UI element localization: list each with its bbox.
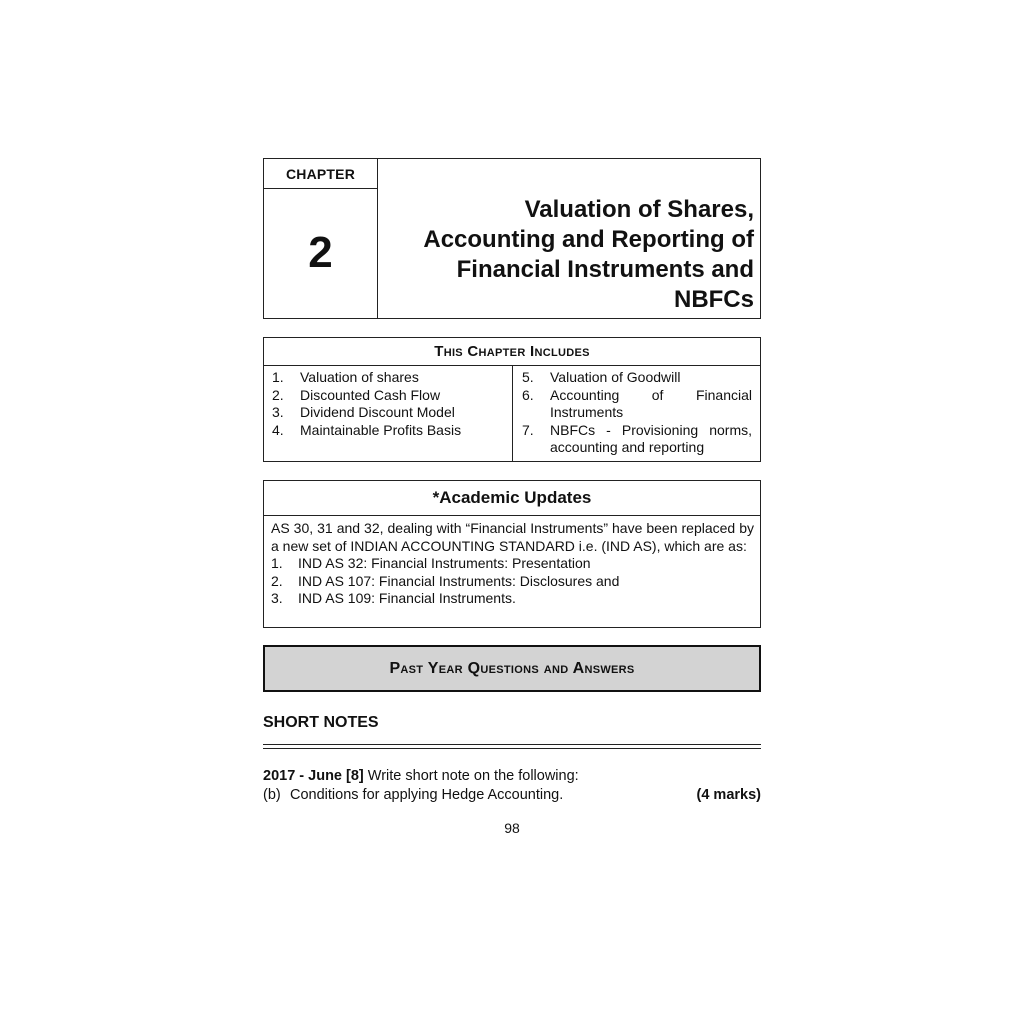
chapter-title-line: Valuation of Shares, — [524, 196, 754, 223]
list-number: 4. — [272, 421, 284, 438]
list-number: 2. — [271, 572, 283, 589]
question-ref: 2017 - June [8] — [263, 768, 364, 784]
chapter-number: 2 — [308, 228, 333, 277]
chapter-title — [384, 195, 754, 315]
includes-right-column — [513, 366, 760, 461]
question-prompt: Write short note on the following: — [363, 768, 579, 784]
past-year-banner — [263, 645, 761, 692]
list-text: NBFCs - Provisioning norms, accounting and reporting — [550, 421, 752, 455]
chapter-label: CHAPTER — [264, 159, 377, 189]
divider — [263, 744, 761, 745]
list-item — [272, 387, 506, 405]
list-number: 7. — [522, 421, 534, 438]
chapter-includes-heading-text: This Chapter Includes — [434, 343, 590, 360]
academic-updates-box — [263, 480, 761, 628]
list-number: 3. — [272, 404, 284, 420]
chapter-header — [263, 158, 761, 319]
list-item — [271, 573, 754, 591]
academic-updates-body — [264, 516, 760, 608]
list-number: 1. — [272, 369, 284, 385]
list-text: Valuation of shares — [300, 369, 419, 385]
list-item — [272, 422, 506, 440]
list-number: 6. — [522, 386, 534, 403]
list-number: 5. — [522, 369, 534, 385]
includes-left-column — [264, 366, 513, 461]
list-number: 1. — [271, 555, 283, 571]
list-number: 2. — [272, 386, 284, 403]
list-item — [271, 590, 754, 608]
list-item — [272, 369, 506, 387]
list-text: Discounted Cash Flow — [300, 386, 441, 403]
question-line — [263, 767, 761, 785]
list-text: Maintainable Profits Basis — [300, 421, 462, 438]
list-text: IND AS 32: Financial Instruments: Presentation — [298, 555, 591, 571]
list-number: 3. — [271, 590, 283, 606]
chapter-title-line: NBFCs — [673, 286, 754, 313]
past-year-heading: Past Year Questions and Answers — [389, 659, 635, 677]
chapter-title-line: Accounting and Reporting of — [423, 226, 754, 253]
list-item — [522, 387, 752, 422]
page-number: 98 — [504, 820, 520, 836]
academic-updates-heading: *Academic Updates — [264, 481, 760, 516]
chapter-title-line: Financial Instruments and — [456, 256, 754, 283]
question-subpart — [263, 786, 761, 804]
subpart-text: Conditions for applying Hedge Accounting. — [290, 787, 564, 803]
list-text: Valuation of Goodwill — [550, 369, 681, 385]
list-text: IND AS 107: Financial Instruments: Disclosures and — [298, 572, 620, 589]
academic-updates-paragraph: AS 30, 31 and 32, dealing with “Financial Instruments” have been replaced by a new set of INDIAN ACCOUNTING STANDARD i.e. (IND AS), which are as: — [271, 520, 754, 554]
chapter-includes-box — [263, 337, 761, 462]
list-item — [271, 555, 754, 573]
list-item — [522, 422, 752, 457]
short-notes-heading: SHORT NOTES — [263, 714, 379, 731]
list-text: Accounting of Financial Instruments — [550, 386, 752, 420]
list-item — [522, 369, 752, 387]
list-text: IND AS 109: Financial Instruments. — [298, 590, 516, 606]
marks: (4 marks) — [696, 787, 761, 803]
divider — [263, 748, 761, 749]
chapter-includes-heading — [264, 338, 760, 366]
list-text: Dividend Discount Model — [300, 404, 455, 420]
chapter-number-panel — [264, 159, 378, 318]
list-item — [272, 404, 506, 422]
subpart-label: (b) — [263, 787, 281, 803]
